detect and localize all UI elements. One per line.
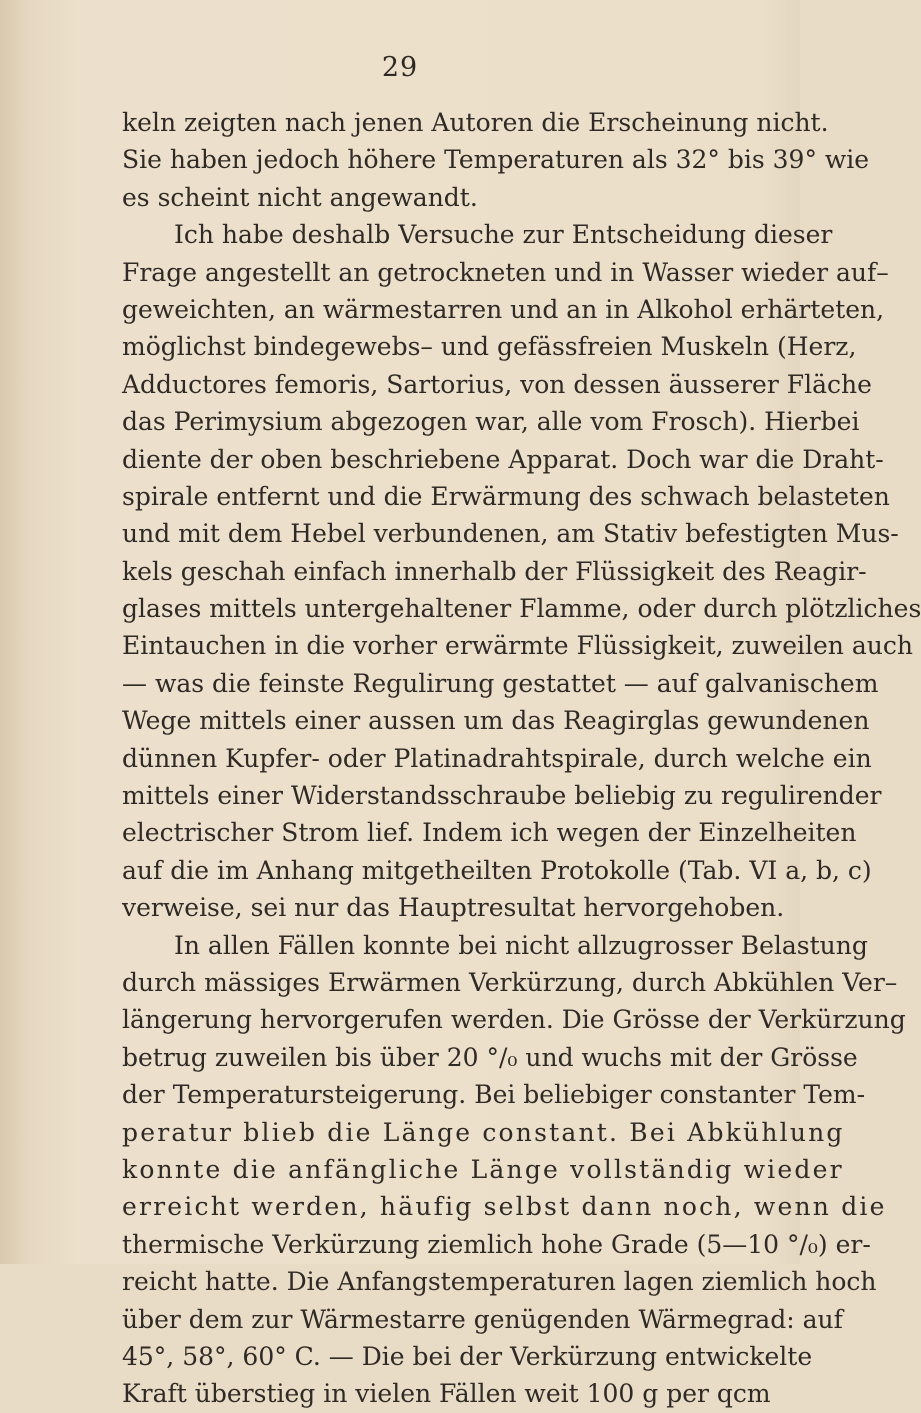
text-line: peratur blieb die Länge constant. Bei Abkühlung [122,1117,845,1147]
text-line: geweichten, an wärmestarren und an in Alkohol erhärteten, [122,294,885,324]
text-line: Eintauchen in die vorher erwärmte Flüssigkeit, zuweilen auch [122,631,913,661]
text-line: mittels einer Widerstandsschraube beliebig zu regulirender [122,781,882,811]
text-line: durch mässiges Erwärmen Verkürzung, durch Abkühlen Ver– [122,967,898,997]
text-line: längerung hervorgerufen werden. Die Grösse der Verkürzung [122,1005,906,1035]
text-line: auf die im Anhang mitgetheilten Protokolle (Tab. VI a, b, c) [122,855,872,885]
text-line: reicht hatte. Die Anfangstemperaturen lagen ziemlich hoch [122,1267,877,1297]
text-line: und mit dem Hebel verbundenen, am Stativ befestigten Mus- [122,519,899,549]
text-line: Frage angestellt an getrockneten und in Wasser wieder auf– [122,257,889,287]
text-line: electrischer Strom lief. Indem ich wegen der Einzelheiten [122,818,857,848]
text-line: In allen Fällen konnte bei nicht allzugrosser Belastung [174,930,868,960]
text-line: dünnen Kupfer- oder Platinadrahtspirale, durch welche ein [122,743,872,773]
text-line: thermische Verkürzung ziemlich hohe Grade (5—10 °/₀) er- [122,1229,871,1259]
text-line: möglichst bindegewebs– und gefässfreien Muskeln (Herz, [122,332,857,362]
text-line: der Temperatursteigerung. Bei beliebiger constanter Tem- [122,1080,866,1110]
text-line: 45°, 58°, 60° C. — Die bei der Verkürzung entwickelte [122,1341,813,1371]
text-line: verweise, sei nur das Hauptresultat hervorgehoben. [122,893,785,923]
text-line: diente der oben beschriebene Apparat. Doch war die Draht- [122,444,884,474]
text-line: Sie haben jedoch höhere Temperaturen als 32° bis 39° wie [122,145,870,175]
text-line: das Perimysium abgezogen war, alle vom Frosch). Hierbei [122,407,860,437]
text-line: glases mittels untergehaltener Flamme, oder durch plötzliches [122,594,921,624]
text-line: Adductores femoris, Sartorius, von dessen äusserer Fläche [122,369,872,399]
text-line: über dem zur Wärmestarre genügenden Wärmegrad: auf [122,1304,843,1334]
text-line: konnte die anfängliche Länge vollständig wieder [122,1154,844,1184]
text-line: — was die feinste Regulirung gestattet — auf galvanischem [122,668,879,698]
text-line: Ich habe deshalb Versuche zur Entscheidung dieser [174,220,833,250]
text-line: Wege mittels einer aussen um das Reagirglas gewundenen [122,706,870,736]
body-text [122,104,921,1413]
page-number: 29 [381,52,419,83]
text-line: Kraft überstieg in vielen Fällen weit 100 g per qcm [122,1379,771,1409]
text-line: betrug zuweilen bis über 20 °/₀ und wuchs mit der Grösse [122,1042,858,1072]
text-line: es scheint nicht angewandt. [122,182,478,212]
text-line: spirale entfernt und die Erwärmung des schwach belasteten [122,481,890,511]
text-line: kels geschah einfach innerhalb der Flüssigkeit des Reagir- [122,556,867,586]
text-line: keln zeigten nach jenen Autoren die Erscheinung nicht. [122,108,829,137]
text-line: erreicht werden, häufig selbst dann noch, wenn die [122,1192,887,1222]
